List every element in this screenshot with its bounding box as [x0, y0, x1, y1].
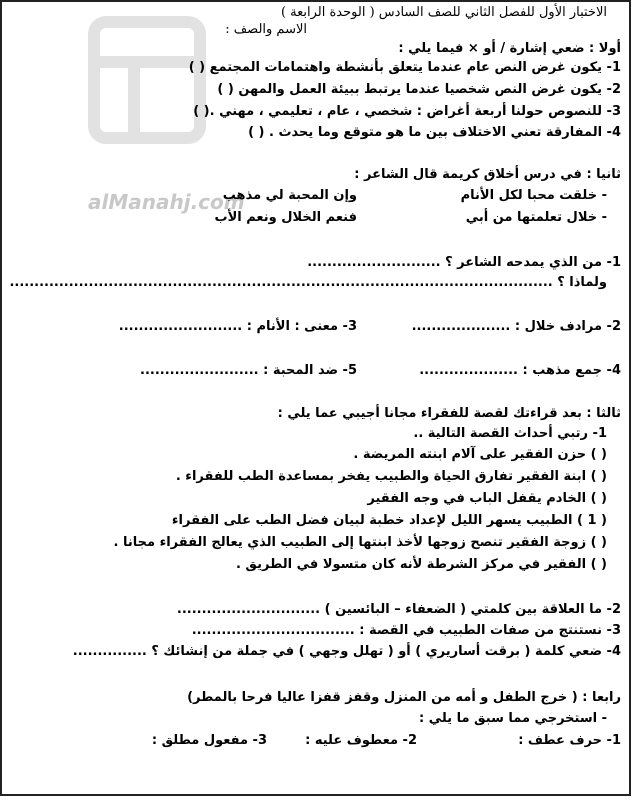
section1-item-3: 3- للنصوص حولنا أربعة أغراض : شخصي ، عام ، تعليمي ، مهني .( )	[193, 104, 621, 119]
section2-title: ثانيا : في درس أخلاق كريمة قال الشاعر :	[354, 167, 621, 182]
exam-title: الاختبار الأول للفصل الثاني للصف السادس ( الوحدة الرابعة )	[280, 5, 607, 20]
event-6: ( ) الفقير في مركز الشرطة لأنه كان متسولا في الطريق .	[235, 557, 607, 572]
section1-title: أولا : ضعي إشارة / أو × فيما يلي :	[398, 41, 621, 56]
section4-answer-2: 2- معطوف عليه :	[305, 733, 417, 748]
section2-q2: 2- مرادف خلال : ....................	[411, 319, 621, 334]
section2-q1: 1- من الذي يمدحه الشاعر ؟ ...........................	[307, 255, 621, 270]
watermark-text: alManahj.com	[88, 190, 245, 214]
section3-sub1: 1- رتبي أحداث القصة التالية ..	[413, 426, 607, 441]
section2-q1b: ولماذا ؟ ..............................................................................................................	[9, 275, 607, 290]
poem-line1-first: - خلقت محبا لكل الأنام	[460, 188, 607, 203]
section4-answer-3: 3- مفعول مطلق :	[151, 733, 267, 748]
poem-line2-first: - خلال تعلمتها من أبي	[465, 210, 607, 225]
section4-instruction: - استخرجي مما سبق ما يلي :	[419, 711, 607, 726]
section3-q3: 3- نستنتج من صفات الطبيب في القصة : .................................	[191, 623, 621, 638]
event-1: ( ) حزن الفقير على آلام ابنته المريضة .	[353, 447, 607, 462]
section2-q5: 5- ضد المحبة : ........................	[140, 363, 357, 378]
section3-q2: 2- ما العلاقة بين كلمتي ( الضعفاء – البائسين ) .............................	[176, 602, 621, 617]
event-3: ( ) الخادم يقفل الباب في وجه الفقير	[367, 491, 607, 506]
event-4: ( 1 ) الطبيب يسهر الليل لإعداد خطبة لبيان فضل الطب على الفقراء	[171, 513, 607, 528]
poem-line2-second: فنعم الخلال ونعم الأب	[214, 210, 357, 225]
section3-title: ثالثا : بعد قراءتك لقصة للفقراء مجانا أجيبي عما يلي :	[277, 406, 621, 421]
exam-header	[40, 4, 607, 38]
section3-q4: 4- ضعي كلمة ( برقت أساريري ) أو ( تهلل وجهي ) في جملة من إنشائك ؟ ...............	[72, 644, 621, 659]
section1-item-4: 4- المفارقة تعني الاختلاف بين ما هو متوقع وما يحدث . ( )	[248, 125, 621, 140]
section4-answer-1: 1- حرف عطف :	[518, 733, 621, 748]
section2-q3: 3- معنى : الأنام : .........................	[118, 319, 357, 334]
event-2: ( ) ابنة الفقير تفارق الحياة والطبيب يفخر بمساعدة الطب للفقراء .	[175, 469, 607, 484]
event-5: ( ) زوجة الفقير تنصح زوجها لأخذ ابنتها إلى الطبيب الذي يعالج الفقراء مجانا .	[113, 535, 607, 550]
name-class-label: الاسم والصف :	[225, 22, 307, 37]
section1-item-1: 1- يكون غرض النص عام عندما يتعلق بأنشطة واهتمامات المجتمع ( )	[188, 60, 621, 75]
section1-item-2: 2- يكون غرض النص شخصيا عندما يرتبط ببيئة العمل والمهن ( )	[217, 82, 621, 97]
section4-title: رابعا : ( خرج الطفل و أمه من المنزل وقفز قفزا عاليا فرحا بالمطر)	[187, 690, 621, 705]
poem-line1-second: وإن المحبة لي مذهب	[222, 188, 357, 203]
section2-q4: 4- جمع مذهب : ....................	[419, 363, 621, 378]
